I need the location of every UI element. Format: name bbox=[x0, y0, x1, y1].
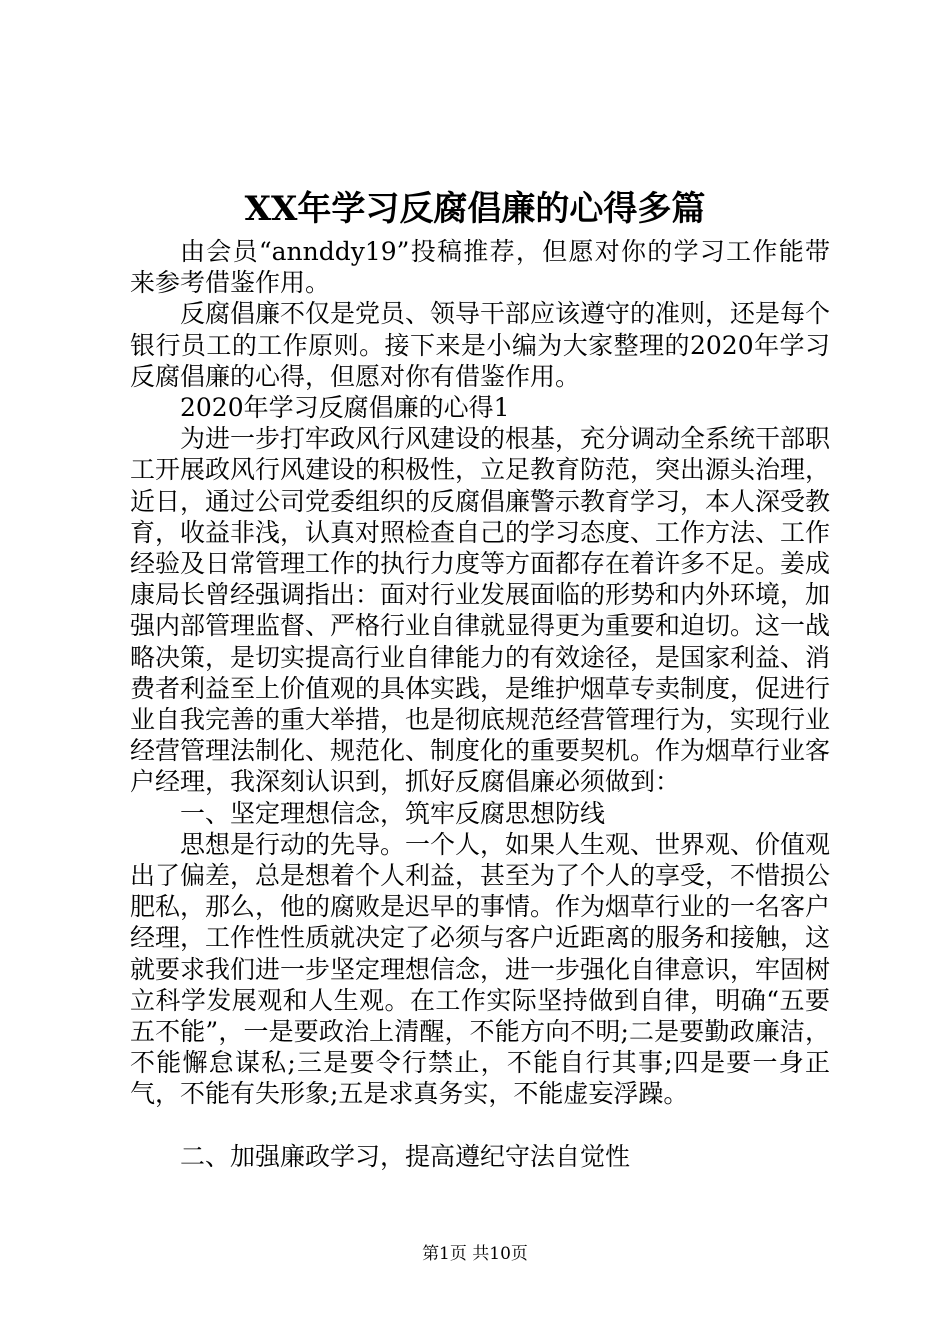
preface-paragraph: 反腐倡廉不仅是党员、领导干部应该遵守的准则，还是每个银行员工的工作原则。接下来是小编为大家整理的2020年学习反腐倡廉的心得，但愿对你有借鉴作用。 bbox=[130, 299, 831, 391]
body-paragraph-2: 思想是行动的先导。一个人，如果人生观、世界观、价值观出了偏差，总是想着个人利益，甚至为了个人的享受，不惜损公肥私，那么，他的腐败是迟早的事情。作为烟草行业的一名客户经理，工作性性质就决定了必须与客户近距离的服务和接触，这就要求我们进一步坚定理想信念，进一步强化自律意识，牢固树立科学发展观和人生观。在工作实际坚持做到自律，明确“五要五不能”，一是要政治上清醒，不能方向不明;二是要勤政廉洁，不能懈怠谋私;三是要令行禁止，不能自行其事;四是要一身正气，不能有失形象;五是求真务实，不能虚妄浮躁。 bbox=[130, 829, 831, 1109]
document-body bbox=[130, 236, 830, 1172]
document-title: XX年学习反腐倡廉的心得多篇 bbox=[244, 189, 706, 229]
subsection-heading-1: 一、坚定理想信念，筑牢反腐思想防线 bbox=[180, 798, 606, 828]
subsection-heading-2: 二、加强廉政学习，提高遵纪守法自觉性 bbox=[180, 1141, 631, 1171]
page-footer: 第1页 共10页 bbox=[422, 1244, 528, 1264]
section-heading-1: 2020年学习反腐倡廉的心得1 bbox=[180, 393, 510, 423]
body-paragraph-1: 为进一步打牢政风行风建设的根基，充分调动全系统干部职工开展政风行风建设的积极性，立足教育防范，突出源头治理，近日，通过公司党委组织的反腐倡廉警示教育学习，本人深受教育，收益非浅，认真对照检查自己的学习态度、工作方法、工作经验及日常管理工作的执行力度等方面都存在着许多不足。姜成康局长曾经强调指出：面对行业发展面临的形势和内外环境，加强内部管理监督、严格行业自律就显得更为重要和迫切。这一战略决策，是切实提高行业自律能力的有效途径，是国家利益、消费者利益至上价值观的具体实践，是维护烟草专卖制度，促进行业自我完善的重大举措，也是彻底规范经营管理行为，实现行业经营管理法制化、规范化、制度化的重要契机。作为烟草行业客户经理，我深刻认识到，抓好反腐倡廉必须做到： bbox=[130, 424, 831, 797]
intro-paragraph: 由会员“annddy19”投稿推荐，但愿对你的学习工作能带来参考借鉴作用。 bbox=[130, 237, 830, 298]
